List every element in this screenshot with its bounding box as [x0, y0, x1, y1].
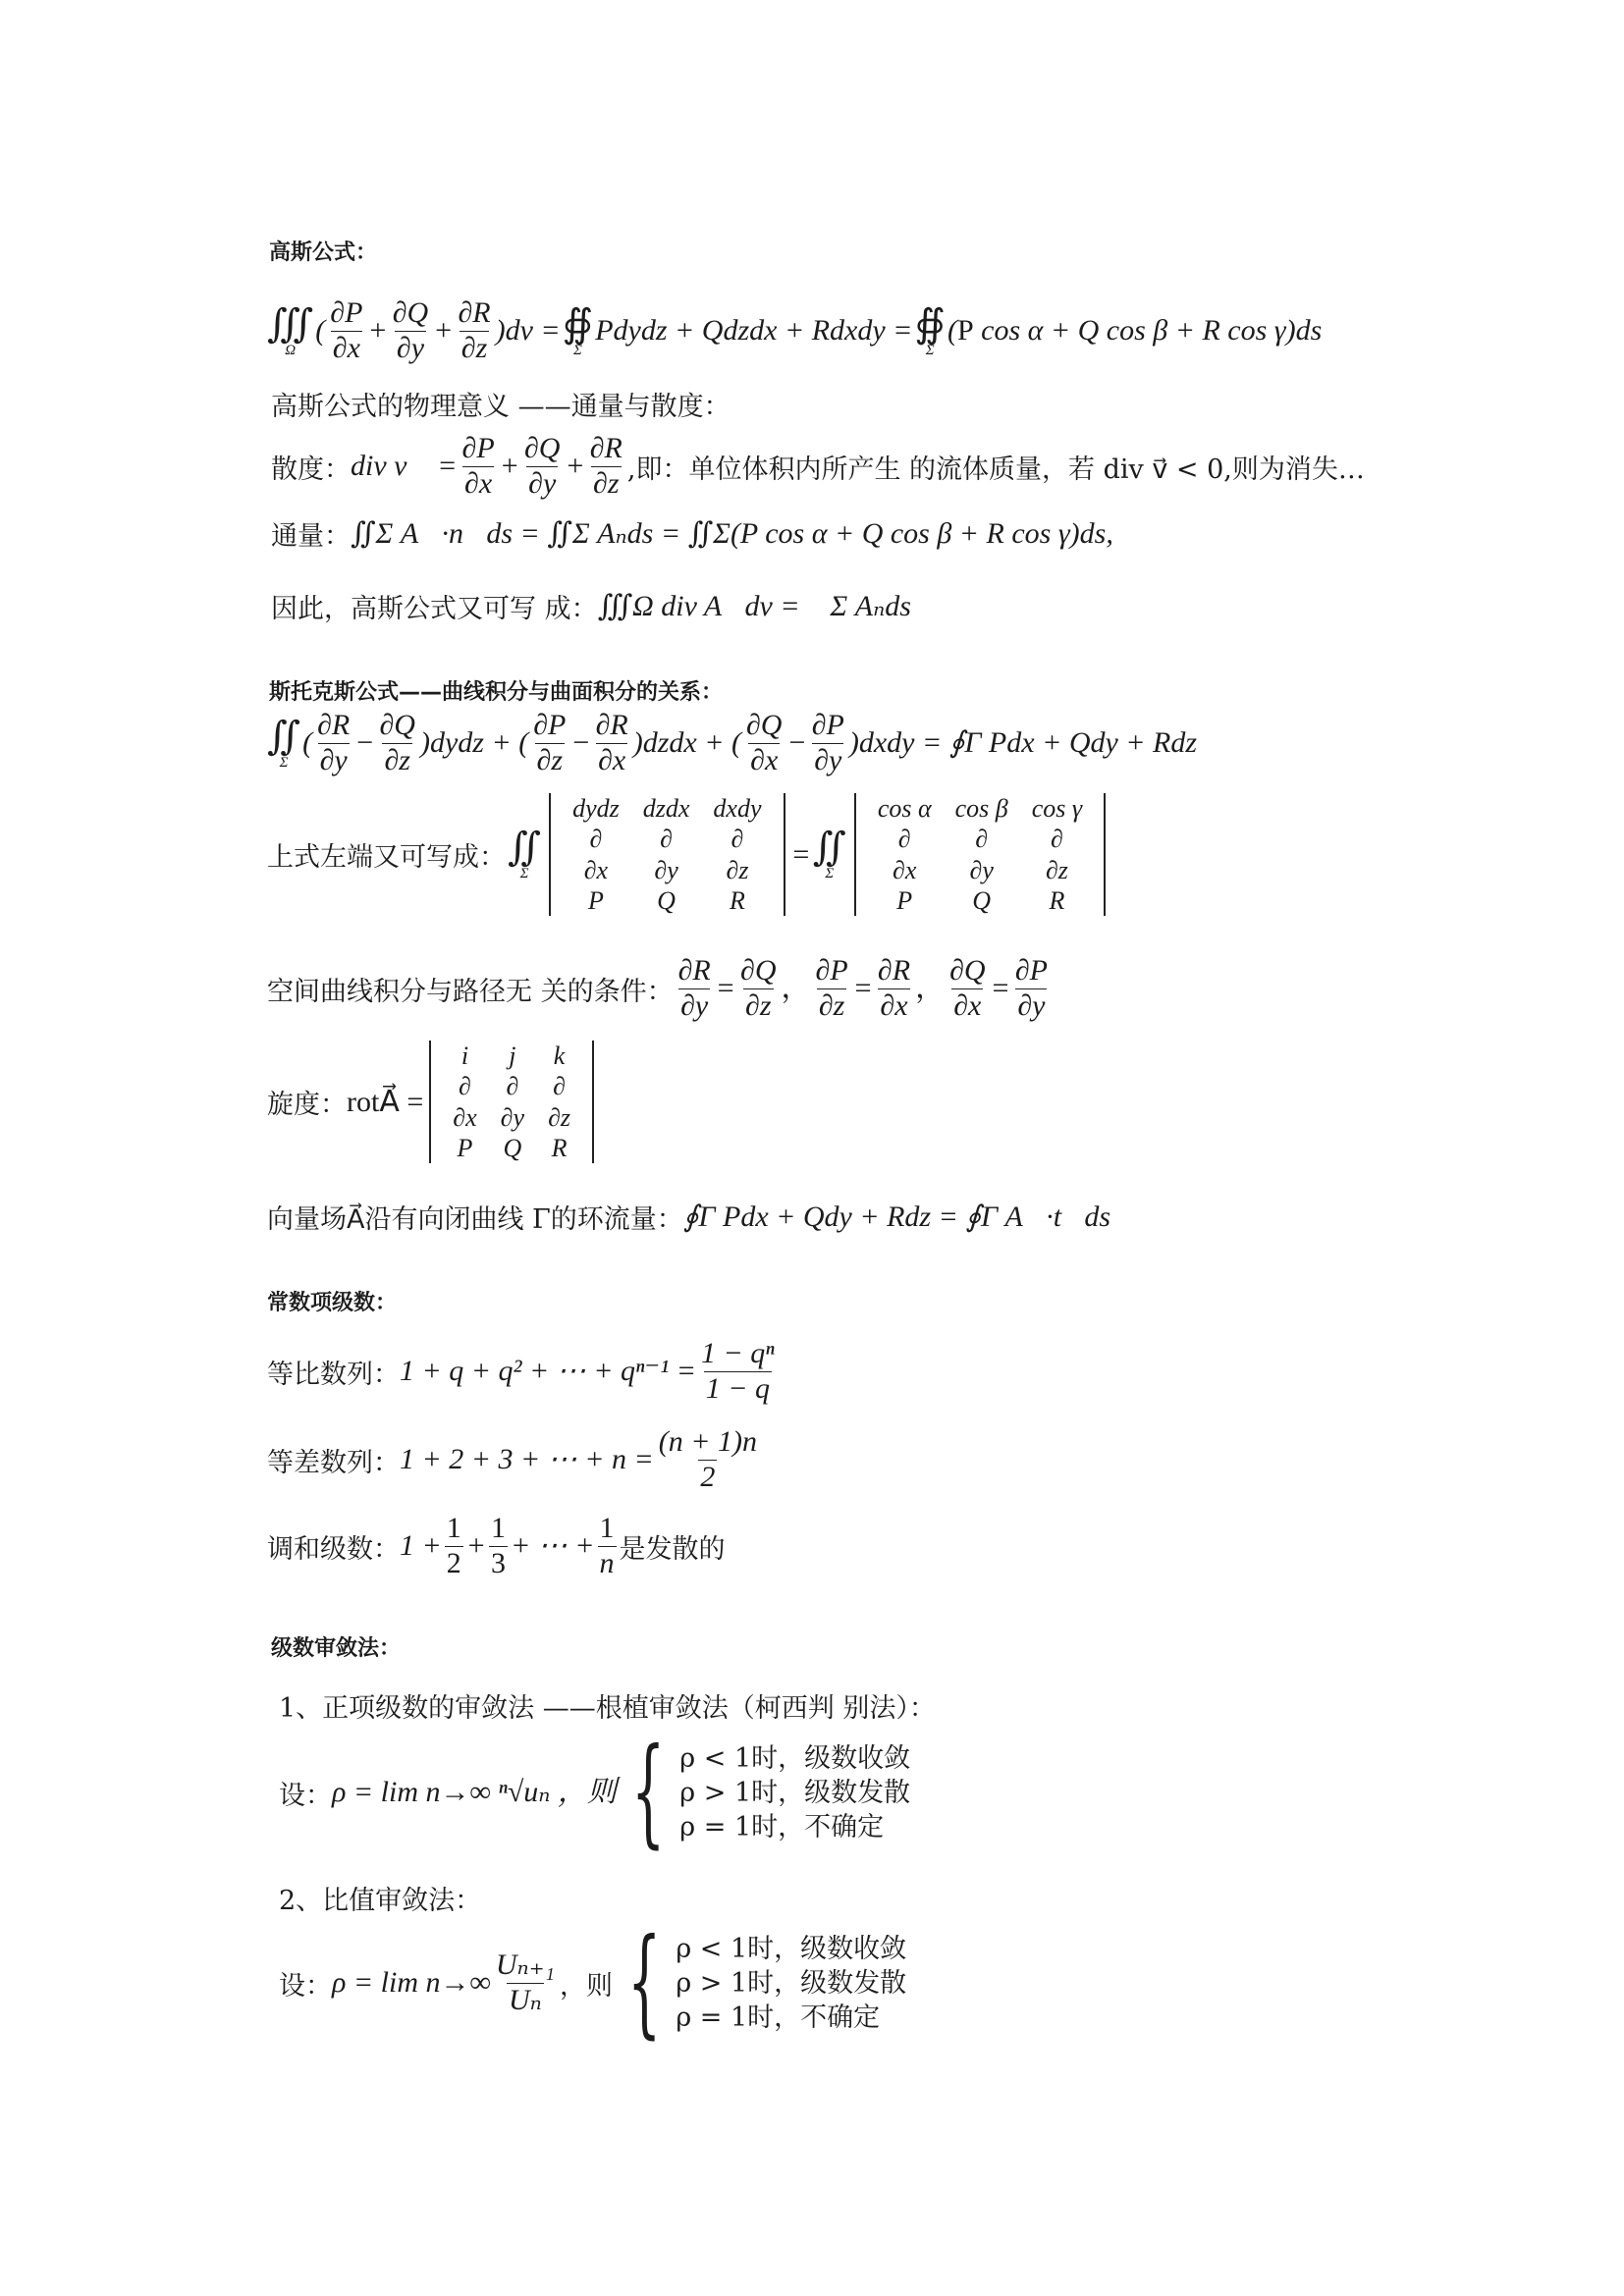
root-case-lt: ρ < 1时，级数收敛 — [679, 1742, 911, 1774]
stokes-determinant-1 — [549, 793, 785, 916]
ratio-case-lt: ρ < 1时，级数收敛 — [676, 1933, 907, 1964]
geometric-label: 等比数列： — [267, 1359, 400, 1390]
geometric-expr: 1 + q + q² + ⋯ + qⁿ⁻¹ = — [400, 1355, 696, 1387]
curl-label: 旋度： — [267, 1090, 347, 1121]
determinant-cell: Q — [503, 1133, 522, 1162]
determinant-cell: ∂z — [548, 1102, 571, 1132]
determinant-cell: cos γ — [1031, 794, 1083, 823]
divergence-expr: div v⃗ = — [351, 450, 458, 482]
determinant-cell: Q — [972, 885, 992, 915]
determinant-cell: R — [730, 885, 745, 915]
determinant-cell: ∂x — [453, 1102, 477, 1132]
arithmetic-label: 等差数列： — [267, 1447, 400, 1478]
determinant-cell: j — [509, 1041, 516, 1070]
determinant-cell: R — [551, 1133, 568, 1162]
determinant-cell: ∂ — [506, 1072, 519, 1101]
gauss-formula: ∭ Ω ( $\frac{\partial P}{\partial x}$ + $\frac{\partial Q}{\partial y}$ + $\frac{\partial R}{\partial z}$ )dv = ∯ Σ Pdydz + Qdzdx + Rdxdy = ∯ Σ ( P cos α + Q cos β + R cos γ)ds — [267, 296, 1323, 364]
ratio-expr: ρ = lim n→∞ — [332, 1966, 491, 1999]
determinant-cell: P — [587, 885, 604, 915]
arithmetic-num: (n + 1)n — [658, 1425, 757, 1458]
determinant-cell: P — [896, 885, 913, 915]
stokes-det-line: 上式左端又可写成： ∬ Σ dydz dzdx dxdy ∂ ∂ ∂ ∂x ∂y ∂z P Q R = ∬ Σ cos α cos β cos γ ∂ ∂ ∂ ∂x ∂y ∂z P Q R — [267, 793, 1111, 916]
flux-expr: ∬Σ A⃗·n⃗ds = ∬Σ Aₙds = ∬Σ(P cos α + Q cos β + R cos γ)ds, — [351, 516, 1113, 550]
determinant-cell: ∂ — [553, 1072, 566, 1101]
determinant-cell: ∂ — [589, 825, 603, 854]
ratio-case-eq: ρ = 1时，不确定 — [676, 2002, 881, 2033]
determinant-cell: ∂y — [969, 855, 994, 884]
determinant-cell: dxdy — [713, 794, 762, 823]
curl-expr: rotA⃗ = — [347, 1085, 424, 1118]
determinant-cell: R — [1049, 885, 1065, 915]
determinant-cell: ∂x — [583, 855, 609, 884]
gauss-heading: 高斯公式： — [269, 240, 378, 265]
determinant-cell: ∂ — [975, 825, 989, 854]
stokes-determinant-2 — [854, 793, 1106, 916]
ratio-then: ，则 — [559, 1970, 613, 2002]
curl-line — [267, 1041, 600, 1163]
path-independence-line: 空间曲线积分与路径无 关的条件： $\frac{\partial R}{\partial y}$ = $\frac{\partial Q}{\partial z}$ ， $\frac{\partial P}{\partial z}$ = $\frac{\partial R}{\partial x}$ ， $\frac{\partial Q}{\partial x}$ = $\frac{\partial P}{\partial y}$ — [267, 954, 1048, 1022]
determinant-cell: ∂ — [459, 1072, 471, 1101]
flux-label: 通量： — [271, 521, 351, 552]
harmonic-line: 调和级数： 1 + $\frac{1}{2}$ + $\frac{1}{3}$ + ⋯ + $\frac{1}{n}$ 是发散的 — [267, 1512, 726, 1579]
determinant-cell: k — [553, 1041, 566, 1070]
ratio-num: Uₙ₊₁ — [495, 1949, 555, 1981]
geometric-den: 1 − q — [705, 1371, 770, 1405]
harmonic-tail: 是发散的 — [619, 1533, 726, 1565]
determinant-cell: Q — [657, 885, 676, 915]
determinant-cell: i — [460, 1041, 469, 1070]
gauss-rewrite-label: 因此，高斯公式又可写 成： — [271, 594, 598, 624]
arithmetic-den: 2 — [700, 1460, 716, 1493]
root-test-line: 设： ρ = lim n→∞ ⁿ√uₙ ，则 { ρ < 1时，级数收敛 ρ > 1时，级数发散 ρ = 1时，不确定 — [279, 1724, 911, 1860]
curl-determinant — [429, 1041, 594, 1163]
ratio-den: Uₙ — [509, 1983, 542, 2016]
root-test-title: 1、正项级数的审敛法 ——根植审敛法（柯西判 别法）： — [279, 1693, 936, 1724]
ratio-test-line: 设： ρ = lim n→∞ $\frac{\text{Uₙ₊₁}}{\text{Uₙ}}$ ，则 { ρ < 1时，级数收敛 ρ > 1时，级数发散 ρ = 1时，不确定 — [279, 1914, 907, 2051]
arithmetic-line — [267, 1425, 762, 1494]
flux-line — [271, 514, 1113, 553]
determinant-cell: dydz — [572, 794, 620, 823]
harmonic-label: 调和级数： — [267, 1533, 400, 1565]
determinant-cell: cos α — [877, 794, 932, 823]
ratio-case-gt: ρ > 1时，级数发散 — [676, 1967, 907, 1999]
divergence-line: 散度： div v⃗ = $\frac{\partial P}{\partial x}$ + $\frac{\partial Q}{\partial y}$ + $\frac{\partial R}{\partial z}$ ,即：单位体积内所产生 的流体质量，若 div v⃗ < 0,则为消失… — [271, 432, 1365, 500]
arithmetic-expr: 1 + 2 + 3 + ⋯ + n = — [400, 1443, 654, 1475]
divergence-desc: ,即：单位体积内所产生 的流体质量，若 div v⃗ < 0,则为消失… — [626, 454, 1365, 485]
ratio-test-title: 2、比值审敛法： — [279, 1886, 482, 1916]
root-expr: ρ = lim n→∞ ⁿ√uₙ ，则 — [332, 1776, 617, 1808]
circulation-line — [267, 1198, 1110, 1236]
determinant-cell: P — [457, 1133, 473, 1162]
determinant-cell: ∂z — [1045, 855, 1068, 884]
stokes-heading: 斯托克斯公式——曲线积分与曲面积分的关系： — [269, 680, 724, 705]
determinant-cell: ∂ — [897, 825, 911, 854]
determinant-cell: ∂ — [1051, 825, 1063, 854]
divergence-label: 散度： — [271, 454, 351, 485]
determinant-cell: ∂y — [500, 1102, 525, 1132]
root-case-gt: ρ > 1时，级数发散 — [679, 1777, 911, 1808]
geometric-num: 1 − qⁿ — [701, 1337, 775, 1369]
gauss-physical-meaning: 高斯公式的物理意义 ——通量与散度： — [271, 392, 731, 422]
tests-heading: 级数审敛法： — [271, 1636, 402, 1661]
ratio-let: 设： — [279, 1970, 332, 2002]
determinant-cell: ∂x — [893, 855, 917, 884]
stokes-formula: ∬ Σ ( $\frac{\partial R}{\partial y}$ − $\frac{\partial Q}{\partial z}$ )dydz + ( $\frac{\partial P}{\partial z}$ − $\frac{\partial R}{\partial x}$ )dzdx + ( $\frac{\partial Q}{\partial x}$ − $\frac{\partial P}{\partial y}$ )dxdy = ∮Γ Pdx + Qdy + Rdz — [267, 709, 1198, 776]
path-independence-label: 空间曲线积分与路径无 关的条件： — [267, 976, 674, 1007]
stokes-formula-rhs: )dxdy = ∮Γ Pdx + Qdy + Rdz — [848, 726, 1198, 759]
series-heading: 常数项级数： — [267, 1291, 398, 1315]
determinant-cell: ∂ — [660, 825, 673, 854]
root-let: 设： — [279, 1780, 332, 1811]
determinant-cell: ∂ — [731, 825, 744, 854]
gauss-rewrite-expr: ∭Ω div A⃗dv = ∯Σ Aₙds — [597, 589, 911, 622]
determinant-cell: dzdx — [642, 794, 690, 823]
geometric-line — [267, 1337, 780, 1406]
determinant-cell: ∂z — [726, 855, 749, 884]
determinant-cell: cos β — [954, 794, 1008, 823]
root-case-eq: ρ = 1时，不确定 — [679, 1811, 885, 1842]
gauss-rewrite-line — [271, 587, 911, 625]
circulation-expr: ∮Γ Pdx + Qdy + Rdz = ∮Γ A⃗·t⃗ds — [682, 1200, 1111, 1233]
circulation-label: 向量场A⃗沿有向闭曲线 Γ的环流量： — [267, 1204, 683, 1235]
stokes-left-rewrite-label: 上式左端又可写成： — [267, 842, 506, 874]
determinant-cell: ∂y — [654, 855, 678, 884]
